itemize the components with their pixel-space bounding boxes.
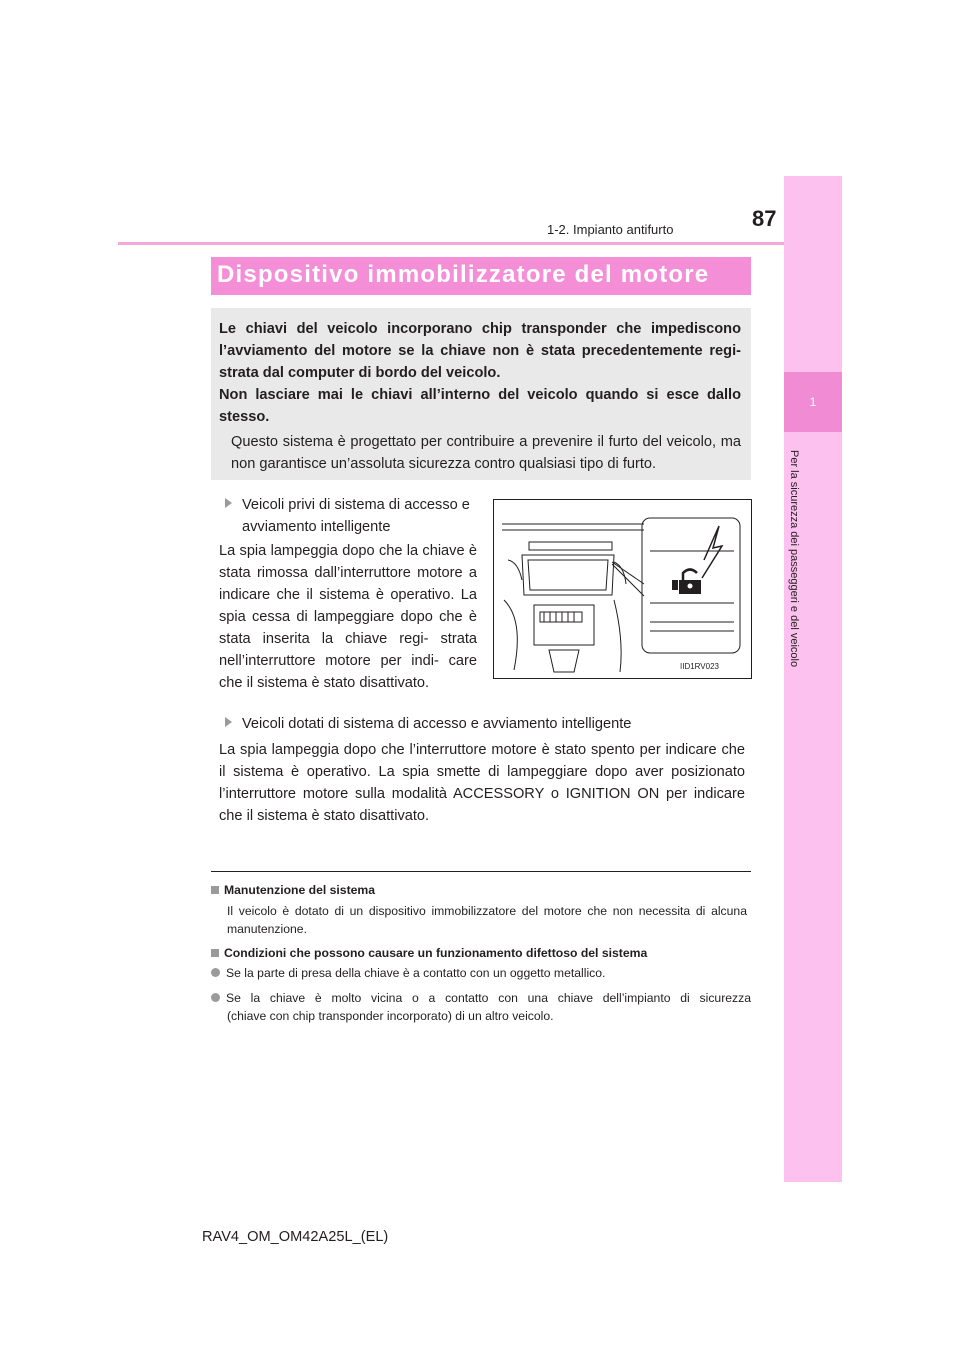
chapter-title-vertical — [788, 450, 818, 710]
condition-item — [211, 989, 751, 1007]
intro-paragraph-3: Questo sistema è progettato per contribuire a prevenire il furto del veicolo, ma non garantisce un’assoluta sicurezza contro qualsiasi tipo di furto. — [231, 434, 741, 472]
condition-text: Se la parte di presa della chiave è a contatto con un oggetto metallico. — [226, 966, 606, 980]
note-maintenance-heading — [211, 881, 751, 899]
dashboard-illustration — [493, 499, 752, 679]
bullet-smart-entry — [225, 713, 745, 735]
section2-text: La spia lampeggia dopo che l’interruttore motore è stato spento per indicare che il sistema è operativo. La spia smette di lampeggiare dopo aver posizionato l’interruttore motore sulla modalità ACCESSORY o IGNITION ON per indicare che il sistema è stato disattivato. — [219, 742, 745, 824]
bullet-no-smart-entry — [225, 494, 483, 538]
note-conditions-heading — [211, 944, 751, 962]
note-heading-text: Condizioni che possono causare un funzionamento difettoso del sistema — [224, 946, 648, 960]
dashboard-drawing — [494, 500, 751, 678]
illustration-code: IID1RV023 — [680, 662, 719, 671]
page-number: 87 — [752, 206, 777, 231]
header-rule — [118, 242, 842, 245]
note-heading-text: Manutenzione del sistema — [224, 883, 376, 897]
bullet-text-line1: Veicoli privi di sistema di accesso e — [242, 497, 470, 513]
note-maintenance-text: Il veicolo è dotato di un dispositivo immobilizzatore del motore che non necessita di alcuna manutenzione. — [227, 904, 747, 936]
condition-text-continued: (chiave con chip transponder incorporato) di un altro veicolo. — [227, 1009, 554, 1023]
chapter-title-text: Per la sicurezza dei passeggeri e del veicolo — [788, 450, 800, 668]
circle-bullet-icon — [211, 968, 220, 977]
chapter-number-tab: 1 — [784, 372, 842, 432]
section-reference: 1-2. Impianto antifurto — [547, 222, 674, 237]
bullet-arrow-icon — [225, 498, 232, 508]
intro-paragraph-2: Non lasciare mai le chiavi all’interno del veicolo quando si esce dallo stesso. — [219, 387, 741, 425]
condition-item — [211, 964, 751, 982]
security-indicator-icon — [672, 570, 701, 595]
square-bullet-icon — [211, 949, 219, 957]
circle-bullet-icon — [211, 993, 220, 1002]
bullet-text-line2: avviamento intelligente — [242, 519, 391, 535]
section1-text: La spia lampeggia dopo che la chiave è stata rimossa dall’interruttore motore a indicare che il sistema è operativo. La spia cessa di lampeggiare dopo che è stata inserita la chiave regi- strata nell’interruttore motore per indi- care che il sistema è stato disattivato. — [219, 543, 477, 691]
square-bullet-icon — [211, 886, 219, 894]
bullet-text: Veicoli dotati di sistema di accesso e avviamento intelligente — [242, 716, 632, 732]
condition-text: Se la chiave è molto vicina o a contatto con una chiave dell’impianto di sicurezza — [226, 991, 751, 1005]
bullet-arrow-icon — [225, 717, 232, 727]
intro-paragraph-1: Le chiavi del veicolo incorporano chip transponder che impediscono l’avviamento del motore se la chiave non è stata precedentemente regi- strata dal computer di bordo del veicolo. — [219, 321, 741, 381]
page-title: Dispositivo immobilizzatore del motore — [217, 261, 710, 288]
document-code: RAV4_OM_OM42A25L_(EL) — [202, 1229, 389, 1245]
notes-divider — [211, 871, 751, 872]
